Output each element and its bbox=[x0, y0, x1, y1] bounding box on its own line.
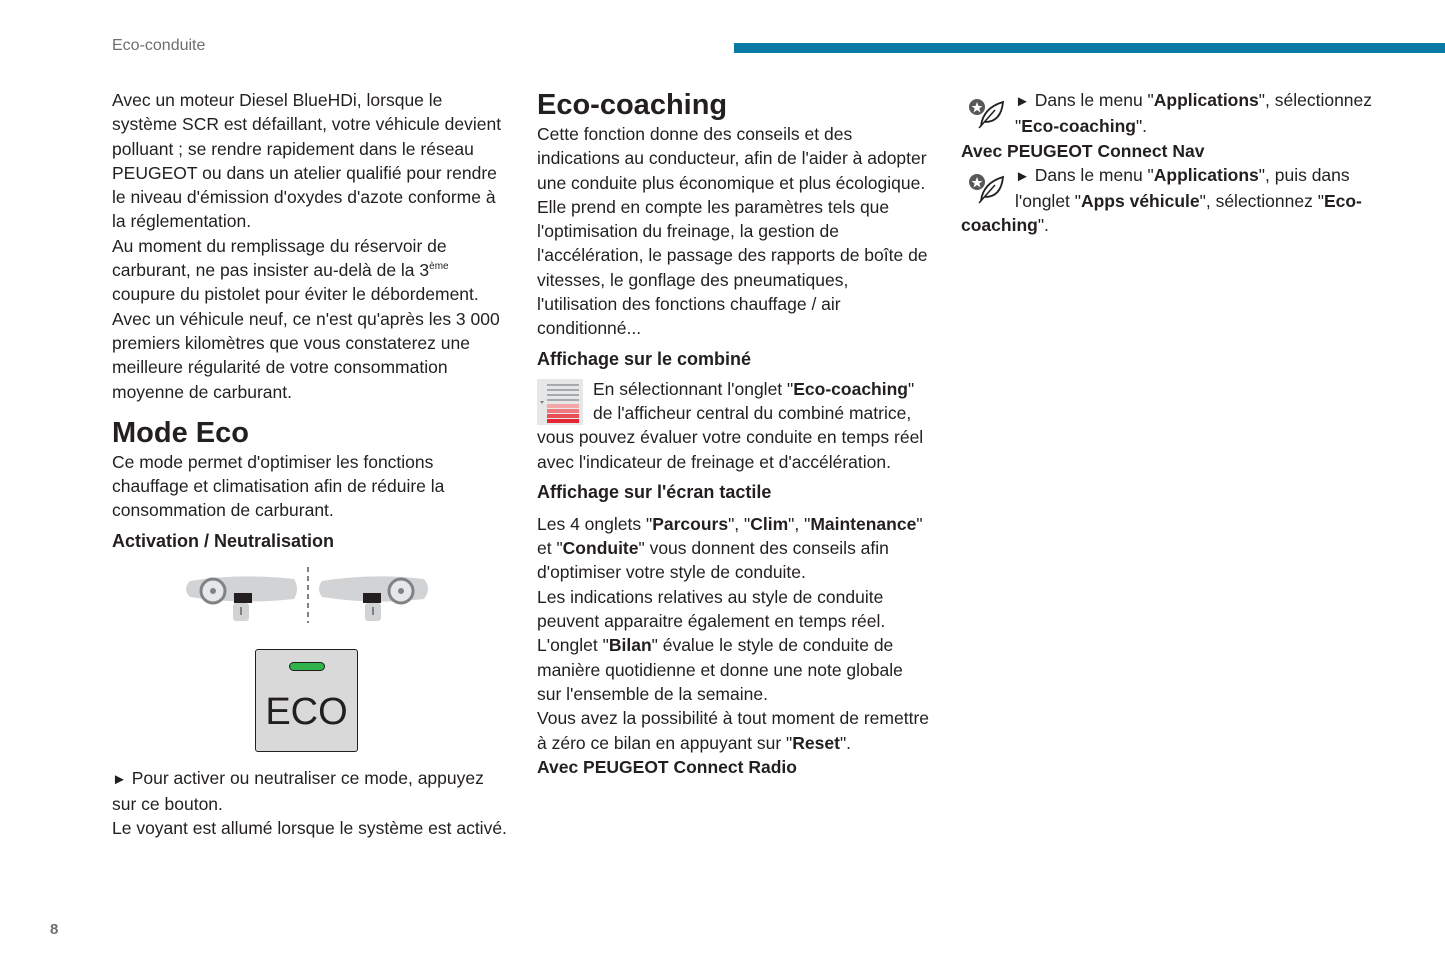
activation-note: Le voyant est allumé lorsque le système est activé. bbox=[112, 818, 507, 839]
tabs-text-a: Les 4 onglets " bbox=[537, 513, 653, 534]
combine-display-text bbox=[537, 377, 932, 474]
column-2 bbox=[537, 88, 932, 779]
tab-apps-vehicule: Apps véhicule bbox=[1080, 191, 1200, 212]
menu-applications: Applications bbox=[1153, 164, 1259, 185]
reset-text-c: ". bbox=[839, 732, 852, 753]
bilan-text bbox=[537, 633, 932, 706]
eco-coaching-title: Eco-coaching bbox=[537, 89, 728, 121]
tabs-text-g: " et " bbox=[537, 513, 923, 559]
menu-applications: Applications bbox=[1153, 90, 1259, 110]
radio-step-text bbox=[961, 88, 1381, 139]
eco-mode-button[interactable] bbox=[255, 649, 358, 752]
menu-eco-coaching: Eco-coaching bbox=[1021, 116, 1136, 137]
tab-parcours: Parcours bbox=[652, 513, 729, 534]
bullet-arrow-icon: ► bbox=[112, 770, 127, 788]
tabs-text-c: ", " bbox=[728, 513, 751, 534]
cluster-eco-coaching-icon bbox=[537, 379, 583, 425]
radio-step bbox=[961, 88, 1381, 139]
header-accent-bar bbox=[734, 43, 1445, 53]
touchscreen-tabs-text bbox=[537, 512, 932, 585]
mode-eco-title: Mode Eco bbox=[112, 416, 249, 449]
tab-clim: Clim bbox=[750, 513, 789, 534]
realtime-indications: Les indications relatives au style de conduite peuvent apparaitre également en temps réel. bbox=[537, 586, 886, 632]
connect-nav-title: Avec PEUGEOT Connect Nav bbox=[961, 140, 1205, 161]
apps-leaf-icon bbox=[965, 94, 1007, 130]
nav-step-text bbox=[961, 163, 1381, 238]
refuel-text-a: Au moment du remplissage du réservoir de carburant, ne pas insister au-delà de la 3 bbox=[112, 235, 447, 281]
tab-bilan: Bilan bbox=[608, 635, 652, 656]
nav-step-a: Dans le menu " bbox=[1029, 164, 1154, 185]
refuel-text-b: coupure du pistolet pour éviter le débordement. bbox=[112, 284, 479, 305]
eco-indicator-led bbox=[289, 662, 325, 671]
rhd-dashboard-icon bbox=[319, 576, 428, 621]
nav-step-g: ". bbox=[1037, 215, 1049, 236]
reset-text-a: Vous avez la possibilité à tout moment de remettre à zéro ce bilan en appuyant sur " bbox=[537, 708, 930, 753]
reset-label: Reset bbox=[792, 732, 840, 753]
bullet-arrow-icon: ► bbox=[1015, 93, 1030, 110]
menu-eco-coaching: Eco-coaching bbox=[961, 191, 1362, 236]
mode-eco-description: Ce mode permet d'optimiser les fonctions chauffage et climatisation afin de réduire la consommation de carburant. bbox=[112, 451, 445, 521]
nav-step-e: ", sélectionnez " bbox=[1199, 191, 1324, 212]
section-title: Eco-conduite bbox=[112, 37, 206, 54]
page-number: 8 bbox=[50, 921, 59, 938]
combine-display-title: Affichage sur le combiné bbox=[537, 348, 752, 369]
bilan-text-a: L'onglet " bbox=[537, 635, 609, 656]
combine-text-a: En sélectionnant l'onglet " bbox=[593, 378, 794, 399]
radio-step-a: Dans le menu " bbox=[1029, 90, 1154, 110]
tab-conduite: Conduite bbox=[562, 538, 639, 559]
bilan-text-c: " évalue le style de conduite de manière quotidienne et donne une note globale sur l'ensemble de la semaine. bbox=[537, 635, 903, 704]
column-3 bbox=[961, 88, 1381, 238]
column-1 bbox=[112, 88, 512, 841]
activation-step bbox=[112, 766, 512, 817]
nav-step-c: ", puis dans l'onglet " bbox=[1015, 164, 1350, 212]
tabs-text-i: " vous donnent des conseils afin d'optimiser votre style de conduite. bbox=[537, 538, 889, 583]
reset-text bbox=[537, 706, 932, 755]
touchscreen-display-title: Affichage sur l'écran tactile bbox=[537, 481, 772, 502]
connect-radio-title: Avec PEUGEOT Connect Radio bbox=[537, 756, 797, 777]
nav-step bbox=[961, 163, 1381, 238]
combine-text-b: Eco-coaching bbox=[793, 378, 908, 399]
paragraph-scr: Avec un moteur Diesel BlueHDi, lorsque le système SCR est défaillant, votre véhicule devient polluant ; se rendre rapidement dans le réseau PEUGEOT ou dans un atelier qualifié pour rendre le niveau d'émission d'oxydes d'azote conforme à la réglementation. bbox=[112, 90, 502, 232]
paragraph-refuel bbox=[112, 234, 512, 307]
tabs-text-e: ", " bbox=[788, 513, 811, 534]
radio-step-c: ", sélectionnez " bbox=[1015, 90, 1373, 137]
lhd-dashboard-icon bbox=[186, 576, 297, 621]
radio-step-e: ". bbox=[1135, 116, 1148, 137]
activation-title: Activation / Neutralisation bbox=[112, 530, 335, 551]
eco-coaching-parameters: Elle prend en compte les paramètres tels que l'optimisation du freinage, la gestion de l'accélération, le passage des rapports de boîte de vitesses, le gonflage des pneumatiques, l'utilisation des fonctions chauffage / air conditionné... bbox=[537, 196, 928, 339]
apps-leaf-icon bbox=[965, 169, 1007, 205]
activation-step-text: Pour activer ou neutraliser ce mode, appuyez sur ce bouton. bbox=[112, 767, 484, 815]
paragraph-new-vehicle: Avec un véhicule neuf, ce n'est qu'après les 3 000 premiers kilomètres que vous constaterez une meilleure régularité de votre consommation moyenne de carburant. bbox=[112, 308, 500, 402]
eco-coaching-intro: Cette fonction donne des conseils et des indications au conducteur, afin de l'aider à adopter une conduite plus économique et plus écologique. bbox=[537, 124, 927, 193]
tab-maintenance: Maintenance bbox=[810, 513, 917, 534]
dashboard-location-illustration bbox=[112, 565, 512, 635]
bullet-arrow-icon: ► bbox=[1015, 167, 1030, 185]
refuel-sup: ème bbox=[429, 261, 449, 273]
eco-button-label: ECO bbox=[265, 690, 348, 733]
combine-text-c: " de l'afficheur central du combiné matrice, vous pouvez évaluer votre conduite en temps réel avec l'indicateur de freinage et d'accélération. bbox=[537, 378, 924, 472]
